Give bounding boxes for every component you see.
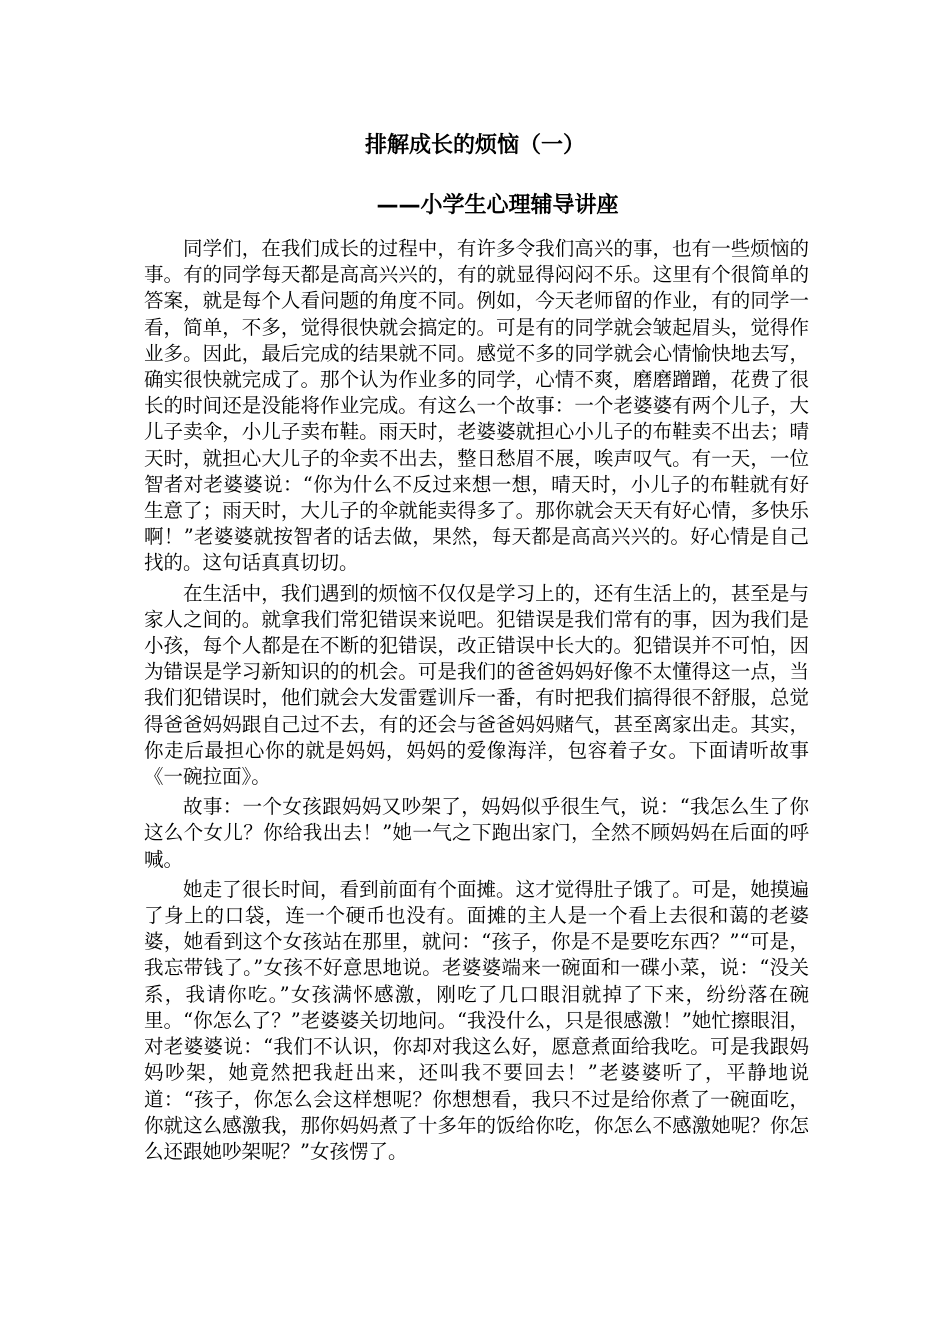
body-paragraph: 故事：一个女孩跟妈妈又吵架了，妈妈似乎很生气，说：“我怎么生了你这么个女儿？你给我出去！”她一气之下跑出家门，全然不顾妈妈在后面的呼喊。 (144, 795, 809, 871)
body-paragraph: 她走了很长时间，看到前面有个面摊。这才觉得肚子饿了。可是，她摸遍了身上的口袋，连一个硬币也没有。面摊的主人是一个看上去很和蔼的老婆婆，她看到这个女孩站在那里，就问：“孩子，你是不是要吃东西？”“可是，我忘带钱了。”女孩不好意思地说。老婆婆端来一碗面和一碟小菜，说：“没关系，我请你吃。”女孩满怀感激，刚吃了几口眼泪就掉了下来，纷纷落在碗里。“你怎么了？”老婆婆关切地问。“我没什么，只是很感激！”她忙擦眼泪，对老婆婆说：“我们不认识，你却对我这么好，愿意煮面给我吃。可是我跟妈妈吵架，她竟然把我赶出来，还叫我不要回去！”老婆婆听了，平静地说道：“孩子，你怎么会这样想呢？你想想看，我只不过是给你煮了一碗面吃，你就这么感激我，那你妈妈煮了十多年的饭给你吃，你怎么不感激她呢？你怎么还跟她吵架呢？”女孩愣了。 (144, 877, 809, 1163)
document-subtitle: ——小学生心理辅导讲座 (376, 193, 619, 218)
document-body (144, 236, 809, 1169)
document-title: 排解成长的烦恼（一） (364, 133, 585, 158)
body-paragraph: 同学们，在我们成长的过程中，有许多令我们高兴的事，也有一些烦恼的事。有的同学每天都是高高兴兴的，有的就显得闷闷不乐。这里有个很简单的答案，就是每个人看问题的角度不同。例如，今天老师留的作业，有的同学一看，简单，不多，觉得很快就会搞定的。可是有的同学就会皱起眉头，觉得作业多。因此，最后完成的结果就不同。感觉不多的同学就会心情愉快地去写，确实很快就完成了。那个认为作业多的同学，心情不爽，磨磨蹭蹭，花费了很长的时间还是没能将作业完成。有这么一个故事：一个老婆婆有两个儿子，大儿子卖伞，小儿子卖布鞋。雨天时，老婆婆就担心小儿子的布鞋卖不出去；晴天时，就担心大儿子的伞卖不出去，整日愁眉不展，唉声叹气。有一天，一位智者对老婆婆说：“你为什么不反过来想一想，晴天时，小儿子的布鞋就有好生意了；雨天时，大儿子的伞就能卖得多了。那你就会天天有好心情，多快乐啊！”老婆婆就按智者的话去做，果然，每天都是高高兴兴的。好心情是自己找的。这句话真真切切。 (144, 237, 809, 575)
body-paragraph: 在生活中，我们遇到的烦恼不仅仅是学习上的，还有生活上的，甚至是与家人之间的。就拿我们常犯错误来说吧。犯错误是我们常有的事，因为我们是小孩，每个人都是在不断的犯错误，改正错误中长大的。犯错误并不可怕，因为错误是学习新知识的的机会。可是我们的爸爸妈妈好像不太懂得这一点，当我们犯错误时，他们就会大发雷霆训斥一番，有时把我们搞得很不舒服，总觉得爸爸妈妈跟自己过不去，有的还会与爸爸妈妈赌气，甚至离家出走。其实，你走后最担心你的就是妈妈，妈妈的爱像海洋，包容着子女。下面请听故事《一碗拉面》。 (144, 581, 809, 789)
